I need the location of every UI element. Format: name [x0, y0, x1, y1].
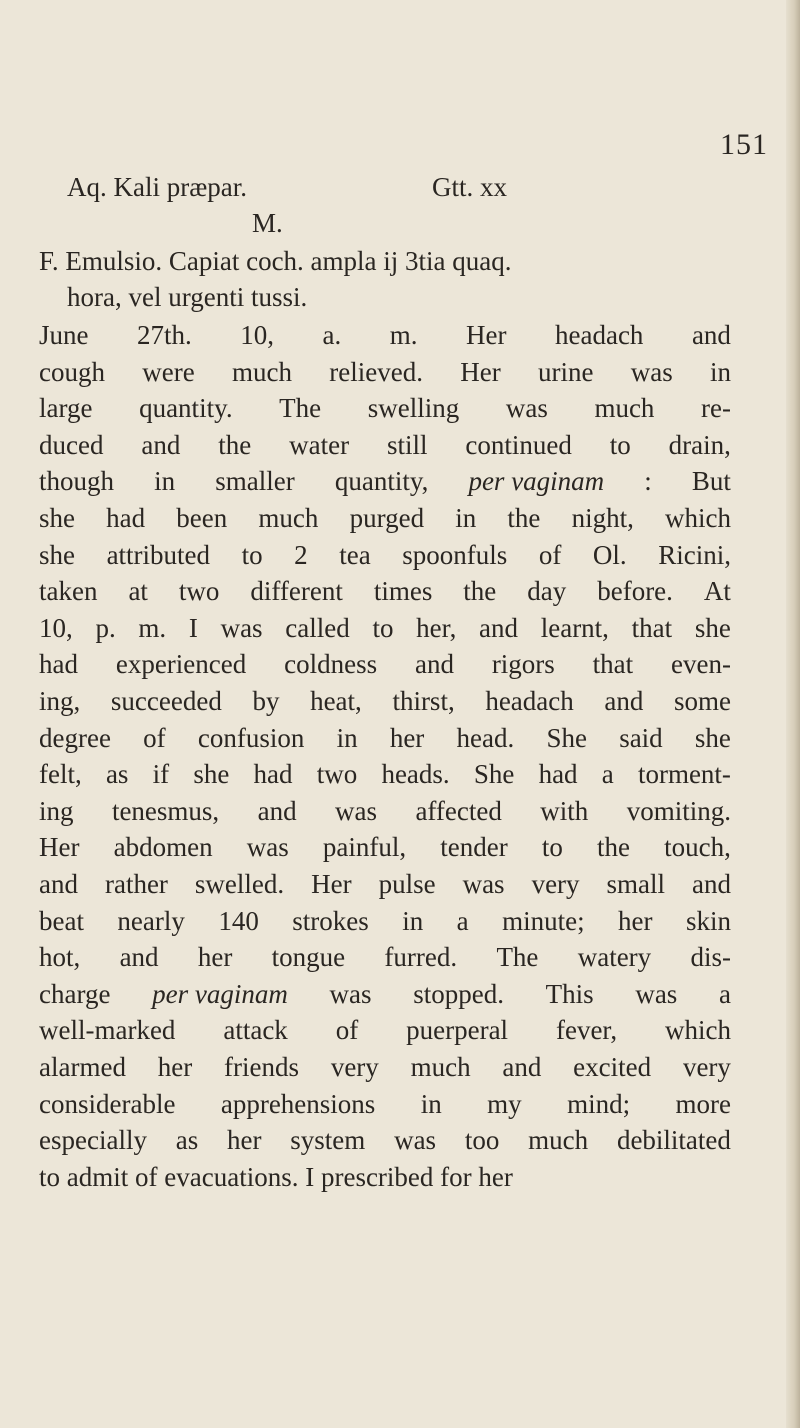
text-line: had experienced coldness and rigors that even-	[39, 649, 731, 680]
text-line: well-marked attack of puerperal fever, which	[39, 1015, 731, 1046]
text-line: to admit of evacuations. I prescribed for her	[39, 1161, 513, 1192]
text-line: beat nearly 140 strokes in a minute; her skin	[39, 905, 731, 936]
text-line: felt, as if she had two heads. She had a torment-	[39, 759, 731, 790]
prescription-mix: M.	[252, 208, 283, 238]
text-line: duced and the water still continued to drain,	[39, 429, 731, 460]
text-line: cough were much relieved. Her urine was in	[39, 356, 731, 387]
text-line: Her abdomen was painful, tender to the touch,	[39, 832, 731, 863]
text-line: she had been much purged in the night, which	[39, 503, 731, 533]
text-line: though in smaller quantity, per vaginam : But	[39, 466, 731, 497]
text-line: especially as her system was too much debilitated	[39, 1125, 731, 1156]
text-line: charge per vaginam was stopped. This was a	[39, 978, 731, 1009]
prescription-ingredient: Aq. Kali præpar.	[67, 172, 247, 202]
prescription-direction: hora, vel urgenti tussi.	[67, 282, 308, 312]
text-line: degree of confusion in her head. She said she	[39, 722, 731, 753]
text-line: taken at two different times the day before. At	[39, 576, 731, 607]
text-line: June 27th. 10, a. m. Her headach and	[39, 320, 731, 350]
text-line: ing, succeeded by heat, thirst, headach and some	[39, 686, 731, 716]
page-edge-shadow	[786, 0, 800, 1428]
prescription-direction: F. Emulsio. Capiat coch. ampla ij 3tia quaq.	[39, 246, 512, 276]
text-line: 10, p. m. I was called to her, and learnt, that she	[39, 612, 731, 643]
text-line: she attributed to 2 tea spoonfuls of Ol. Ricini,	[39, 539, 731, 570]
text-line: ing tenesmus, and was affected with vomiting.	[39, 795, 731, 826]
text-line: hot, and her tongue furred. The watery dis-	[39, 942, 731, 973]
text-line: large quantity. The swelling was much re-	[39, 393, 731, 424]
page-number: 151	[720, 128, 768, 161]
text-line: considerable apprehensions in my mind; more	[39, 1088, 731, 1119]
prescription-dose: Gtt. xx	[432, 172, 508, 202]
text-line: and rather swelled. Her pulse was very small and	[39, 869, 731, 899]
text-line: alarmed her friends very much and excited very	[39, 1052, 731, 1082]
